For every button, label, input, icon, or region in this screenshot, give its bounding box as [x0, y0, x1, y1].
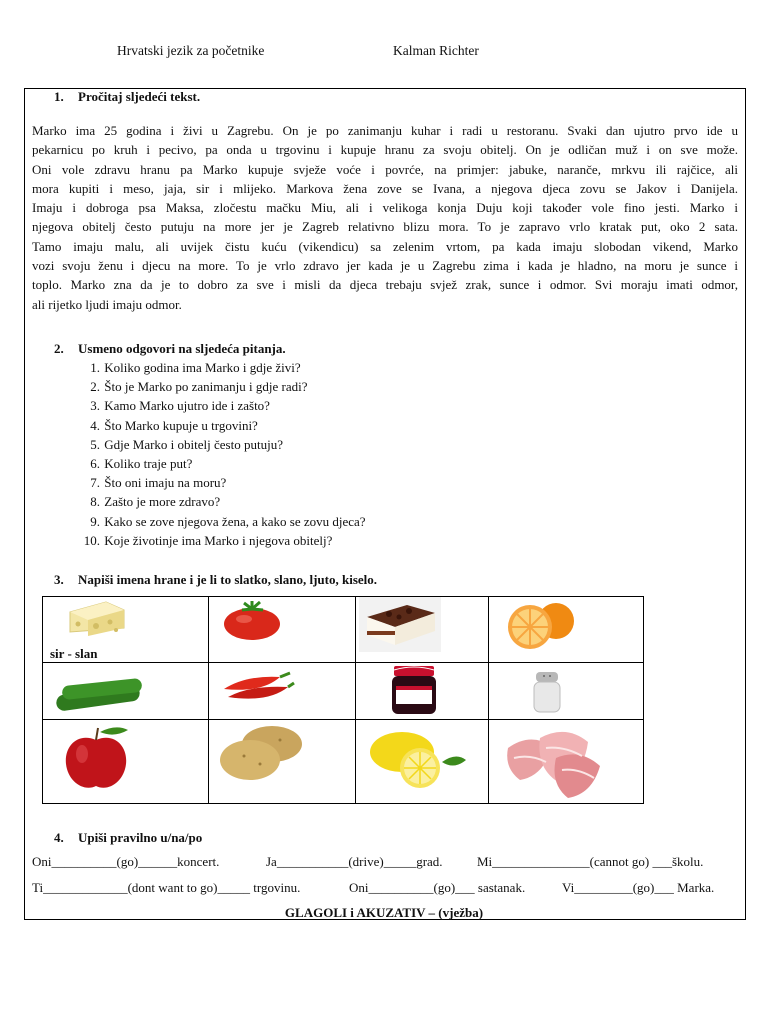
question-text: Kako se zove njegova žena, a kako se zovu djeca? [104, 513, 366, 529]
document-header [0, 43, 768, 63]
section-2-heading [54, 341, 286, 357]
question-number: 2. [90, 379, 100, 395]
question-item [78, 492, 366, 511]
question-item [78, 473, 366, 492]
question-number: 1. [90, 360, 100, 375]
exercise-item: Ja___________(drive)_____grad. [266, 854, 443, 869]
section-title: Upiši pravilno u/na/po [78, 830, 203, 845]
question-number: 5. [90, 436, 100, 452]
ham-image [500, 718, 606, 802]
tomato-image [222, 599, 284, 641]
question-item [78, 531, 366, 550]
question-item [78, 358, 366, 377]
question-number: 4. [90, 417, 100, 433]
question-text: Što Marko kupuje u trgovini? [104, 417, 258, 433]
text-line: vozi svoju ženu i djecu na more. To je vrlo zdravo jer kada je u Zagrebu zima i kada je hladno, na moru je sunce i [32, 258, 738, 274]
text-line: toplo. Marko zna da je to dobro za sve i misli da djeca trebaju svjež zrak, sunce i odmor. Svi moraju imati odmor, [32, 277, 738, 293]
section-1-heading [54, 89, 200, 105]
table-border [42, 803, 644, 804]
text-line: mora kupiti i meso, jaja, sir i mlijeko. Markova žena zove se Ivana, a njegova djeca zovu se Jakov i Danijela. [32, 180, 738, 196]
section-number: 4. [54, 830, 64, 845]
section-3-heading [54, 572, 377, 588]
section-number: 3. [54, 572, 64, 587]
question-text: Koliko traje put? [104, 455, 193, 471]
text-line: pekarnicu po kruh i pecivo, pa onda u trgovinu i kupuje hranu za svoju obitelj. On je odličan muž i on sve može. [32, 142, 738, 158]
lemon-image [362, 726, 472, 790]
text-line: njegova obitelj često putuju na more jer je Zagreb relativno blizu mora. To je zapravo vrlo kratak put, oko 2 sata. [32, 219, 738, 235]
table-border [355, 596, 356, 804]
section-4-heading [54, 830, 202, 846]
next-section-title: GLAGOLI i AKUZATIV – (vježba) [284, 905, 484, 920]
question-text: Što oni imaju na moru? [104, 475, 227, 491]
text-line: ali rijetko ljudi imaju odmor. [32, 296, 182, 312]
question-item [78, 512, 366, 531]
jam-image [386, 662, 442, 716]
course-title: Hrvatski jezik za početnike [117, 43, 265, 58]
cucumber-image [54, 674, 146, 712]
question-number: 7. [90, 475, 100, 491]
example-label: sir - slan [50, 646, 98, 661]
author-name: Kalman Richter [393, 43, 479, 58]
text-line: Oni vole zdravu hranu pa Marko kupuje svježe voće i povrće, na primjer: jabuke, naranče, mrkvu ili rajčice, ali [32, 161, 738, 177]
exercise-item: Oni__________(go)______koncert. [32, 854, 220, 869]
section-number: 1. [54, 89, 64, 104]
question-item [78, 454, 366, 473]
exercise-item: Oni__________(go)___ sastanak. [349, 880, 526, 895]
cheese-image [66, 598, 128, 638]
question-number: 9. [90, 513, 100, 529]
question-text: Koliko godina ima Marko i gdje živi? [104, 360, 301, 375]
orange-image [500, 597, 580, 652]
question-item [78, 435, 366, 454]
chili-peppers-image [220, 669, 296, 709]
question-number: 10. [83, 532, 100, 548]
table-border [643, 596, 644, 804]
question-text: Gdje Marko i obitelj često putuju? [104, 436, 283, 452]
question-number: 6. [90, 455, 100, 471]
exercise-item: Ti_____________(dont want to go)_____ trgovinu. [32, 880, 301, 895]
question-number: 3. [90, 398, 100, 414]
section-number: 2. [54, 341, 64, 356]
cake-image [359, 597, 441, 652]
question-text: Koje životinje ima Marko i njegova obitelj? [104, 532, 333, 548]
question-list [78, 358, 366, 550]
text-line: Tamo imaju malu, ali uvijek čistu kuću (vikendicu) sa zelenim vrtom, pa kada imaju slobodan vikend, Marko [32, 238, 738, 254]
text-line: Imaju i dobroga psa Maksa, zločestu mačku Miu, ali i velikoga konja Duju koji također vole fino jesti. Marko i [32, 200, 738, 216]
question-item [78, 377, 366, 396]
section-title: Usmeno odgovori na sljedeća pitanja. [78, 341, 286, 356]
potatoes-image [214, 720, 316, 784]
salt-shaker-image [522, 668, 572, 716]
section-title: Pročitaj sljedeći tekst. [78, 89, 201, 104]
table-border [42, 662, 644, 663]
table-border [488, 596, 489, 804]
question-text: Zašto je more zdravo? [104, 494, 221, 510]
section-title: Napiši imena hrane i je li to slatko, slano, ljuto, kiselo. [78, 572, 378, 587]
apple-image [60, 724, 134, 792]
question-item [78, 396, 366, 415]
table-border [208, 596, 209, 804]
question-text: Što je Marko po zanimanju i gdje radi? [104, 379, 308, 395]
table-border [42, 596, 43, 804]
exercise-item: Vi_________(go)___ Marka. [562, 880, 715, 895]
question-text: Kamo Marko ujutro ide i zašto? [104, 398, 270, 414]
reading-text [32, 121, 738, 314]
question-item [78, 416, 366, 435]
text-line: Marko ima 25 godina i živi u Zagrebu. On je po zanimanju kuhar i radi u restoranu. Svaki dan ujutro prvo ide u [32, 123, 738, 138]
question-number: 8. [90, 494, 100, 510]
exercise-item: Mi_______________(cannot go) ___školu. [477, 854, 704, 869]
